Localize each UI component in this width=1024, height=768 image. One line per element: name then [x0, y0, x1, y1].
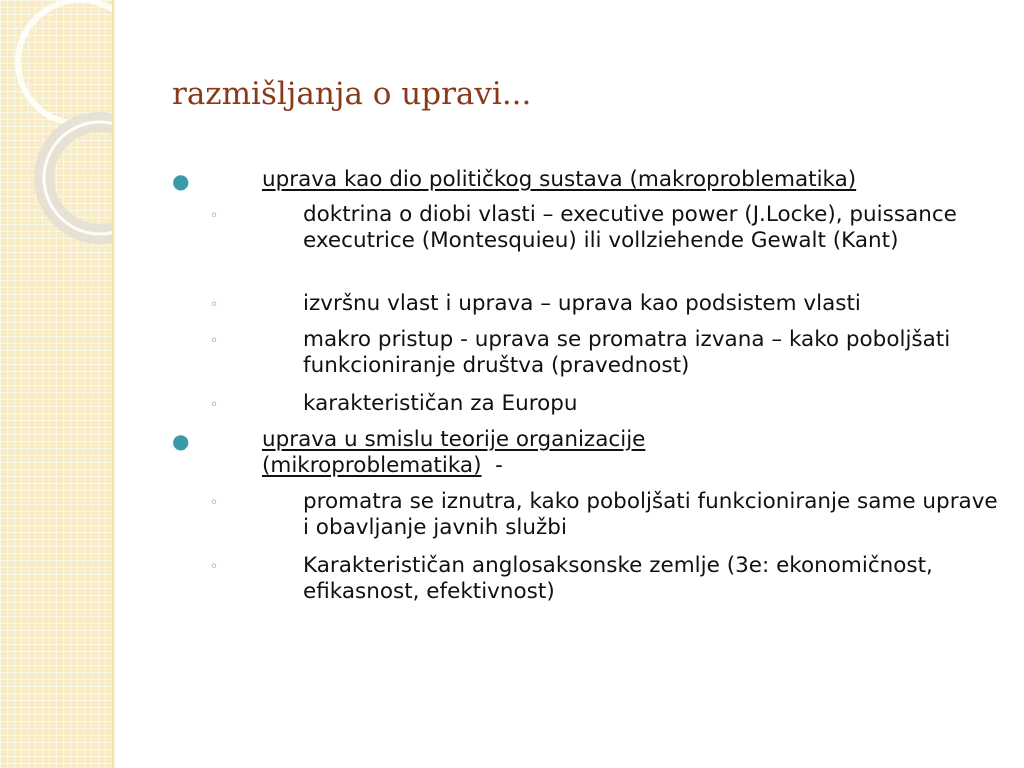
sub-bullet-ring-icon: ◦ [210, 208, 219, 224]
sub-bullet-ring-icon: ◦ [210, 297, 219, 313]
sub-bullet-ring-icon: ◦ [210, 495, 219, 511]
sub-item-anglosaxon: Karakterističan anglosaksonske zemlje (3e: ekonomičnost, efikasnost, efektivnost) [303, 553, 933, 604]
bullet-item-micro [262, 427, 822, 479]
sub-item-europe: karakterističan za Europu [303, 391, 578, 416]
sub-item-executive: izvršnu vlast i uprava – uprava kao podsistem vlasti [303, 291, 861, 316]
bullet-item-micro-text: uprava u smislu teorije organizacije (mikroproblematika) [262, 427, 646, 478]
bullet-dot-icon: ● [172, 169, 190, 193]
sub-item-internal: promatra se iznutra, kako poboljšati funkcioniranje same uprave i obavljanje javnih službi [303, 489, 998, 540]
bullet-item-macro [262, 167, 1002, 193]
sub-bullet-ring-icon: ◦ [210, 333, 219, 349]
bullet-item-micro-tail: - [481, 453, 503, 478]
sub-bullet-ring-icon: ◦ [210, 397, 219, 413]
bullet-dot-icon: ● [172, 429, 190, 453]
slide-title: razmišljanja o upravi... [172, 76, 532, 112]
sub-bullet-ring-icon: ◦ [210, 559, 219, 575]
sub-item-doctrine: doktrina o diobi vlasti – executive power (J.Locke), puissance executrice (Montesquieu) ili vollziehende Gewalt (Kant) [303, 202, 957, 253]
sub-item-macro-approach: makro pristup - uprava se promatra izvana – kako poboljšati funkcioniranje društva (pravednost) [303, 327, 951, 378]
bullet-item-macro-text: uprava kao dio političkog sustava (makroproblematika) [262, 167, 857, 192]
